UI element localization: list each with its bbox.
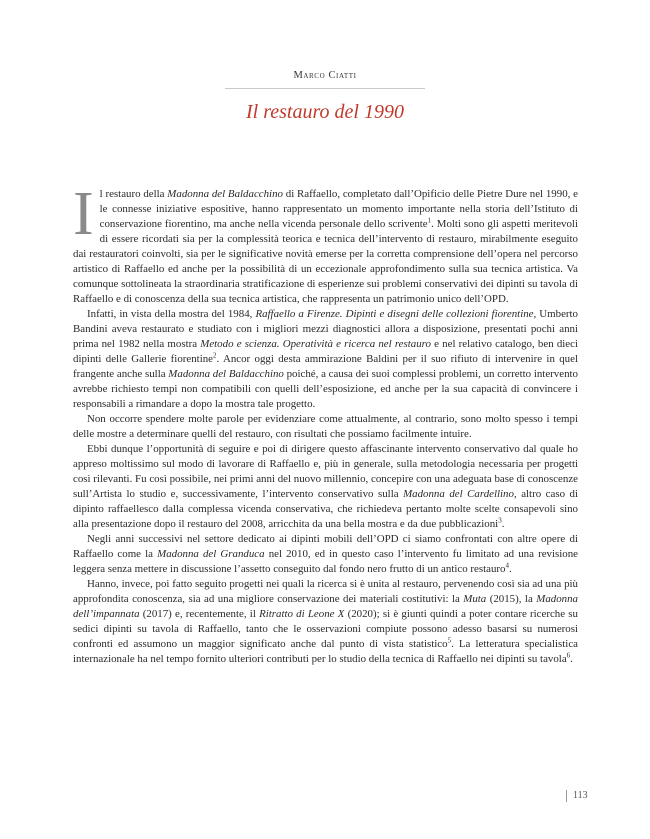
footnote-ref: 4: [505, 561, 509, 570]
italic-title: Ritratto di Leone X: [259, 608, 345, 620]
text-run: .: [570, 653, 573, 665]
text-run: (2017) e, recentemente, il: [139, 608, 260, 620]
text-run: Hanno, invece, poi fatto seguito progetti nei quali la ricerca si è unita al restauro, pervenendo così sia ad una più approfondita conoscenza, sia ad una migliore conservazione dei materiali costitutivi: la: [73, 578, 578, 605]
italic-title: Metodo e scienza. Operatività e ricerca nel restauro: [200, 338, 431, 350]
header-divider: [225, 88, 425, 89]
footnote-ref: 5: [447, 636, 452, 645]
body-paragraph: [73, 307, 578, 412]
body-paragraph: [73, 532, 578, 577]
italic-title: Madonna dell’impannata: [73, 593, 578, 620]
footnote-ref: 3: [498, 516, 502, 525]
text-run: l restauro della: [99, 188, 168, 200]
text-run: . Ancor oggi desta ammirazione Baldini per il suo rifiuto di intervenire in quel frangente anche sulla: [73, 353, 578, 380]
body-paragraph: [73, 577, 578, 667]
text-run: (2015), la: [486, 593, 537, 605]
body-paragraph: [73, 412, 578, 442]
text-run: . Molti sono gli aspetti meritevoli di essere ricordati sia per la complessità teorica e tecnica dell’intervento di restauro, mirabilmente eseguito dai restauratori coinvolti, sia per le significative novità emerse per la corretta comprensione dell’opera nel percorso artistico di Raffaello ed anche per la possibilità di un eccezionale approfondimento sulla sua tecnica artistica. Va comunque sottolineata la straordinaria stratificazione di esperienze sui problemi conservativi dei dipinti su tavola di Raffaello e di conoscenza della sua tecnica artistica, che rappresenta un patrimonio unico dell’OPD.: [73, 218, 578, 305]
footnote-ref: 6: [566, 651, 571, 660]
body-paragraph: [73, 442, 578, 532]
text-run: di Raffaello, completato dall’Opificio delle Pietre Dure nel 1990, e le connesse iniziative espositive, hanno rappresentato un momento importante nella storia dell’Istituto di conservazione fiorentino, ma anche nella vicenda personale dello scrivente: [99, 188, 578, 230]
footnote-ref: 1: [427, 216, 432, 225]
italic-title: Madonna del Baldacchino: [167, 188, 283, 200]
italic-title: Madonna del Cardellino: [403, 488, 514, 500]
italic-title: Madonna del Granduca: [157, 548, 265, 560]
text-run: . La letteratura specialistica internazionale ha nel tempo fornito ulteriori contributi per lo studio della tecnica di Raffaello nei dipinti su tavola: [73, 638, 579, 665]
page-number: 113: [566, 790, 588, 802]
text-run: e nel relativo catalogo, ben dieci dipinti delle Gallerie fiorentine: [73, 338, 578, 365]
body-paragraph: [73, 180, 578, 307]
footnote-ref: 2: [213, 351, 217, 360]
drop-cap: I: [73, 180, 94, 248]
text-run: poiché, a causa dei suoi complessi problemi, un corretto intervento avrebbe richiesto tempi non compatibili con quelli dell’esposizione, ed anche per la sua capacità di convincere i responsabili a rimandare a dopo la mostra tale progetto.: [73, 368, 578, 410]
text-run: , Umberto Bandini aveva restaurato e studiato con i migliori mezzi diagnostici allora a disposizione, presentati pochi anni prima nel 1982 nella mostra: [73, 308, 578, 350]
paragraphs-container: [73, 180, 579, 667]
text-run: nel 2010, ed in questo caso l’intervento fu limitato ad una revisione leggera senza mettere in discussione l’assetto conseguito dal fondo nero frutto di un antico restauro: [73, 548, 578, 575]
text-run: Ebbi dunque l’opportunità di seguire e poi di dirigere questo affascinante intervento conservativo dal quale ho appreso moltissimo sul modo di lavorare di Raffaello e, più in generale, sulla metodologia necessaria per progetti così rilevanti. Fu così possibile, nei primi anni del nuovo millennio, concepire con una adeguata base di conoscenze sull’Artista lo studio e, successivamente, l’intervento conservativo sulla: [73, 443, 578, 500]
text-run: Infatti, in vista della mostra del 1984,: [87, 308, 256, 320]
chapter-title: Il restauro del 1990: [246, 101, 404, 123]
text-run: Non occorre spendere molte parole per evidenziare come attualmente, al contrario, sono molto spesso i tempi delle mostre a determinare quelli del restauro, con risultati che possiamo facilmente intuire.: [73, 413, 578, 440]
text-run: .: [501, 518, 505, 530]
italic-title: Madonna del Baldacchino: [168, 368, 284, 380]
text-run: Negli anni successivi nel settore dedicato ai dipinti mobili dell’OPD ci siamo confrontati con altre opere di Raffaello come la: [73, 533, 578, 560]
text-run: .: [508, 563, 512, 575]
italic-title: Raffaello a Firenze. Dipinti e disegni delle collezioni fiorentine: [255, 308, 534, 320]
text-run: (2020); si è giunti quindi a poter contare ricerche su sedici dipinti su tavola di Raffaello, tanto che le osservazioni compiute possono adesso basarsi su numerosi confronti ed assumono un maggior significato anche dal punto di vista statistico: [73, 608, 578, 650]
italic-title: Muta: [463, 593, 487, 605]
article-body: [73, 180, 579, 667]
text-run: , altro caso di dipinto raffaellesco dalla complessa vicenda conservativa, che richiedeva pertanto molte scelte consapevoli sino alla presentazione dopo il restauro del 2008, arricchita da una bella mostra e da due pubblicazioni: [73, 488, 578, 530]
running-header-author: Marco Ciatti: [293, 70, 357, 81]
